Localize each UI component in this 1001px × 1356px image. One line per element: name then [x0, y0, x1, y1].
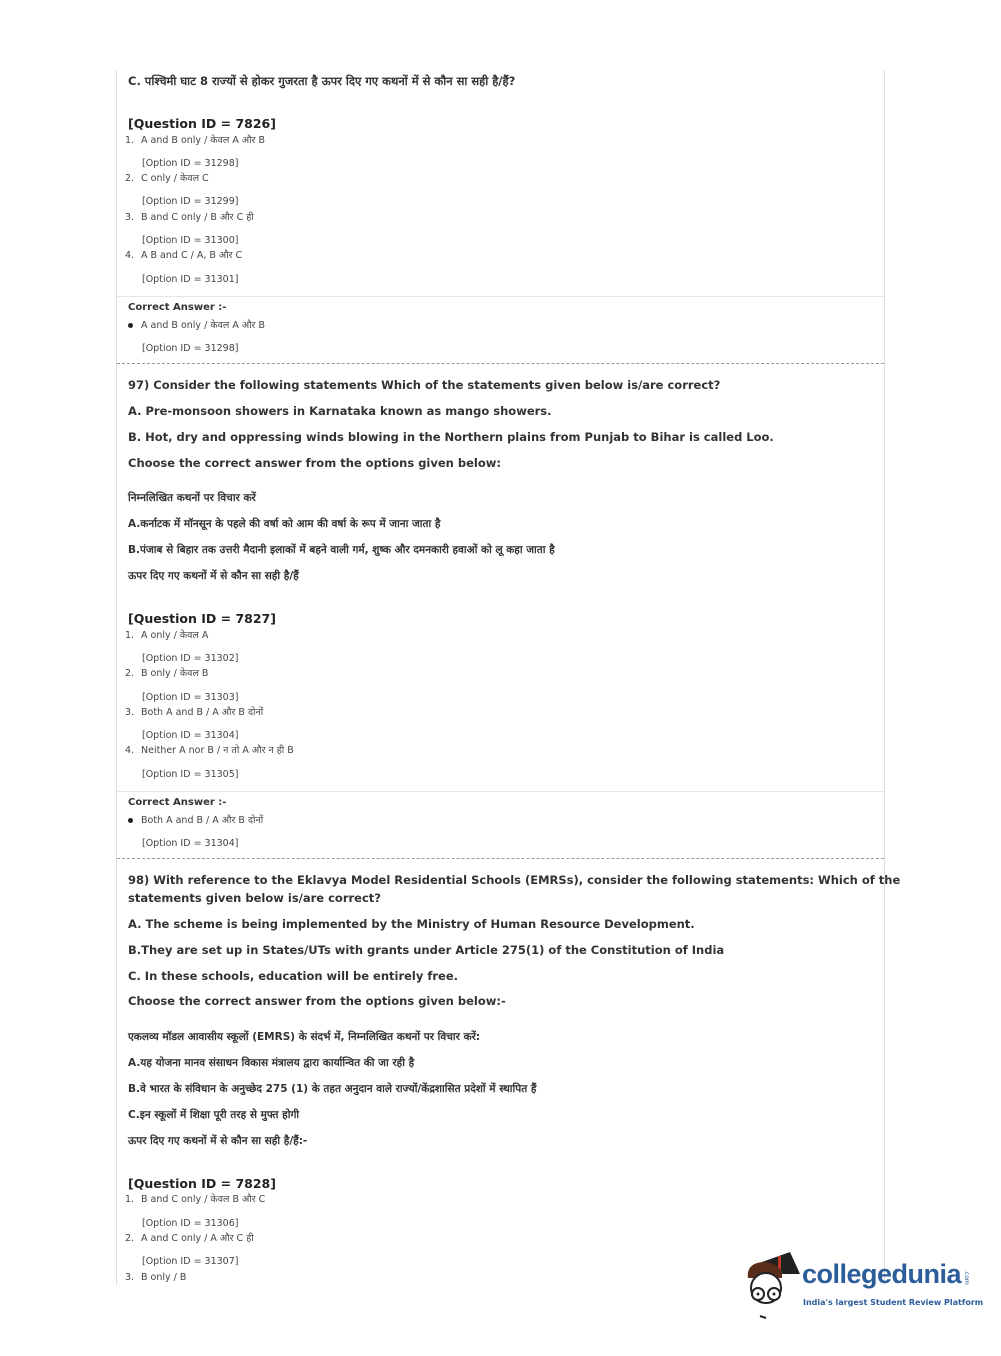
question-title: 98) With reference to the Eklavya Model Residential Schools (EMRSs), consider the following statements: Which of the — [128, 873, 901, 887]
divider — [117, 791, 884, 792]
hindi-line: A.कर्नाटक में मॉनसून के पहले की वर्षा को आम की वर्षा के रूप में जाना जाता है — [128, 518, 441, 530]
statement-c: C. In these schools, education will be entirely free. — [128, 969, 459, 983]
option-id: [Option ID = 31298] — [142, 158, 239, 169]
option-text: C only / केवल C — [141, 173, 209, 184]
option-number: 1. — [125, 630, 135, 641]
bullet-icon — [128, 818, 133, 823]
statement-c: C. पश्चिमी घाट 8 राज्यों से होकर गुजरता है ऊपर दिए गए कथनों में से कौन सा सही है/हैं? — [128, 74, 516, 88]
statement-a: A. The scheme is being implemented by the Ministry of Human Resource Development. — [128, 917, 695, 931]
question-id: [Question ID = 7827] — [128, 611, 276, 626]
statement-b: B.They are set up in States/UTs with grants under Article 275(1) of the Constitution of India — [128, 943, 725, 957]
option-id: [Option ID = 31307] — [142, 1256, 239, 1267]
question-id: [Question ID = 7828] — [128, 1176, 276, 1191]
option-number: 3. — [125, 212, 135, 223]
option-id: [Option ID = 31303] — [142, 692, 239, 703]
hindi-line: B.पंजाब से बिहार तक उत्तरी मैदानी इलाकों में बहने वाली गर्म, शुष्क और दमनकारी हवाओं को लू कहा जाता है — [128, 544, 555, 556]
correct-answer-label: Correct Answer :- — [128, 302, 227, 313]
option-text: A and B only / केवल A और B — [141, 135, 265, 146]
question-id: [Question ID = 7826] — [128, 116, 276, 131]
hindi-line: A.यह योजना मानव संसाधन विकास मंत्रालय द्वारा कार्यान्वित की जा रही है — [128, 1057, 415, 1069]
option-number: 4. — [125, 745, 135, 756]
option-text: A and C only / A और C ही — [141, 1233, 254, 1244]
choose-instruction: Choose the correct answer from the options given below: — [128, 456, 501, 470]
option-id: [Option ID = 31299] — [142, 196, 239, 207]
option-id: [Option ID = 31306] — [142, 1218, 239, 1229]
hindi-line: ऊपर दिए गए कथनों में से कौन सा सही है/हैं:- — [128, 1135, 308, 1147]
hindi-line: निम्नलिखित कथनों पर विचार करें — [128, 492, 256, 504]
option-text: B only / B — [141, 1272, 187, 1283]
logo-tagline: India's largest Student Review Platform — [803, 1298, 984, 1307]
option-id: [Option ID = 31301] — [142, 274, 239, 285]
option-id: [Option ID = 31305] — [142, 769, 239, 780]
page-border-left — [116, 70, 117, 1285]
option-number: 1. — [125, 135, 135, 146]
collegedunia-logo — [742, 1248, 992, 1323]
bullet-icon — [128, 323, 133, 328]
logo-wordmark: collegedunia — [802, 1259, 962, 1289]
question-separator — [117, 858, 884, 859]
option-number: 4. — [125, 250, 135, 261]
option-number: 2. — [125, 668, 135, 679]
option-number: 2. — [125, 1233, 135, 1244]
correct-answer-text: A and B only / केवल A और B — [141, 320, 265, 331]
choose-instruction: Choose the correct answer from the options given below:- — [128, 994, 506, 1008]
hindi-line: B.वे भारत के संविधान के अनुच्छेद 275 (1) के तहत अनुदान वाले राज्यों/केंद्रशासित प्रदेशों में स्थापित हैं — [128, 1083, 537, 1095]
statement-a: A. Pre-monsoon showers in Karnataka known as mango showers. — [128, 404, 552, 418]
divider — [117, 296, 884, 297]
option-id: [Option ID = 31304] — [142, 730, 239, 741]
option-text: Neither A nor B / न तो A और न ही B — [141, 745, 294, 756]
option-text: B and C only / B और C ही — [141, 212, 254, 223]
correct-answer-label: Correct Answer :- — [128, 797, 227, 808]
option-id: [Option ID = 31302] — [142, 653, 239, 664]
hindi-line: ऊपर दिए गए कथनों में से कौन सा सही है/हैं — [128, 570, 299, 582]
option-number: 1. — [125, 1194, 135, 1205]
option-text: B and C only / केवल B और C — [141, 1194, 266, 1205]
correct-option-id: [Option ID = 31304] — [142, 838, 239, 849]
option-number: 2. — [125, 173, 135, 184]
option-id: [Option ID = 31300] — [142, 235, 239, 246]
question-title-cont: statements given below is/are correct? — [128, 891, 381, 905]
option-number: 3. — [125, 1272, 135, 1283]
page-border-right — [884, 70, 885, 1285]
option-text: A B and C / A, B और C — [141, 250, 243, 261]
option-text: A only / केवल A — [141, 630, 209, 641]
hindi-line: C.इन स्कूलों में शिक्षा पूरी तरह से मुफ्त होगी — [128, 1109, 300, 1121]
question-separator — [117, 363, 884, 364]
logo-wordmark-row — [802, 1258, 970, 1290]
statement-b: B. Hot, dry and oppressing winds blowing in the Northern plains from Punjab to Bihar is called Loo. — [128, 430, 774, 444]
option-number: 3. — [125, 707, 135, 718]
question-title: 97) Consider the following statements Which of the statements given below is/are correct? — [128, 378, 721, 392]
correct-option-id: [Option ID = 31298] — [142, 343, 239, 354]
option-text: B only / केवल B — [141, 668, 209, 679]
logo-suffix: .com — [963, 1270, 971, 1285]
hindi-line: एकलव्य मॉडल आवासीय स्कूलों (EMRS) के संदर्भ में, निम्नलिखित कथनों पर विचार करें: — [128, 1031, 481, 1043]
mascot-icon — [742, 1248, 804, 1323]
option-text: Both A and B / A और B दोनों — [141, 707, 264, 718]
correct-answer-text: Both A and B / A और B दोनों — [141, 815, 264, 826]
